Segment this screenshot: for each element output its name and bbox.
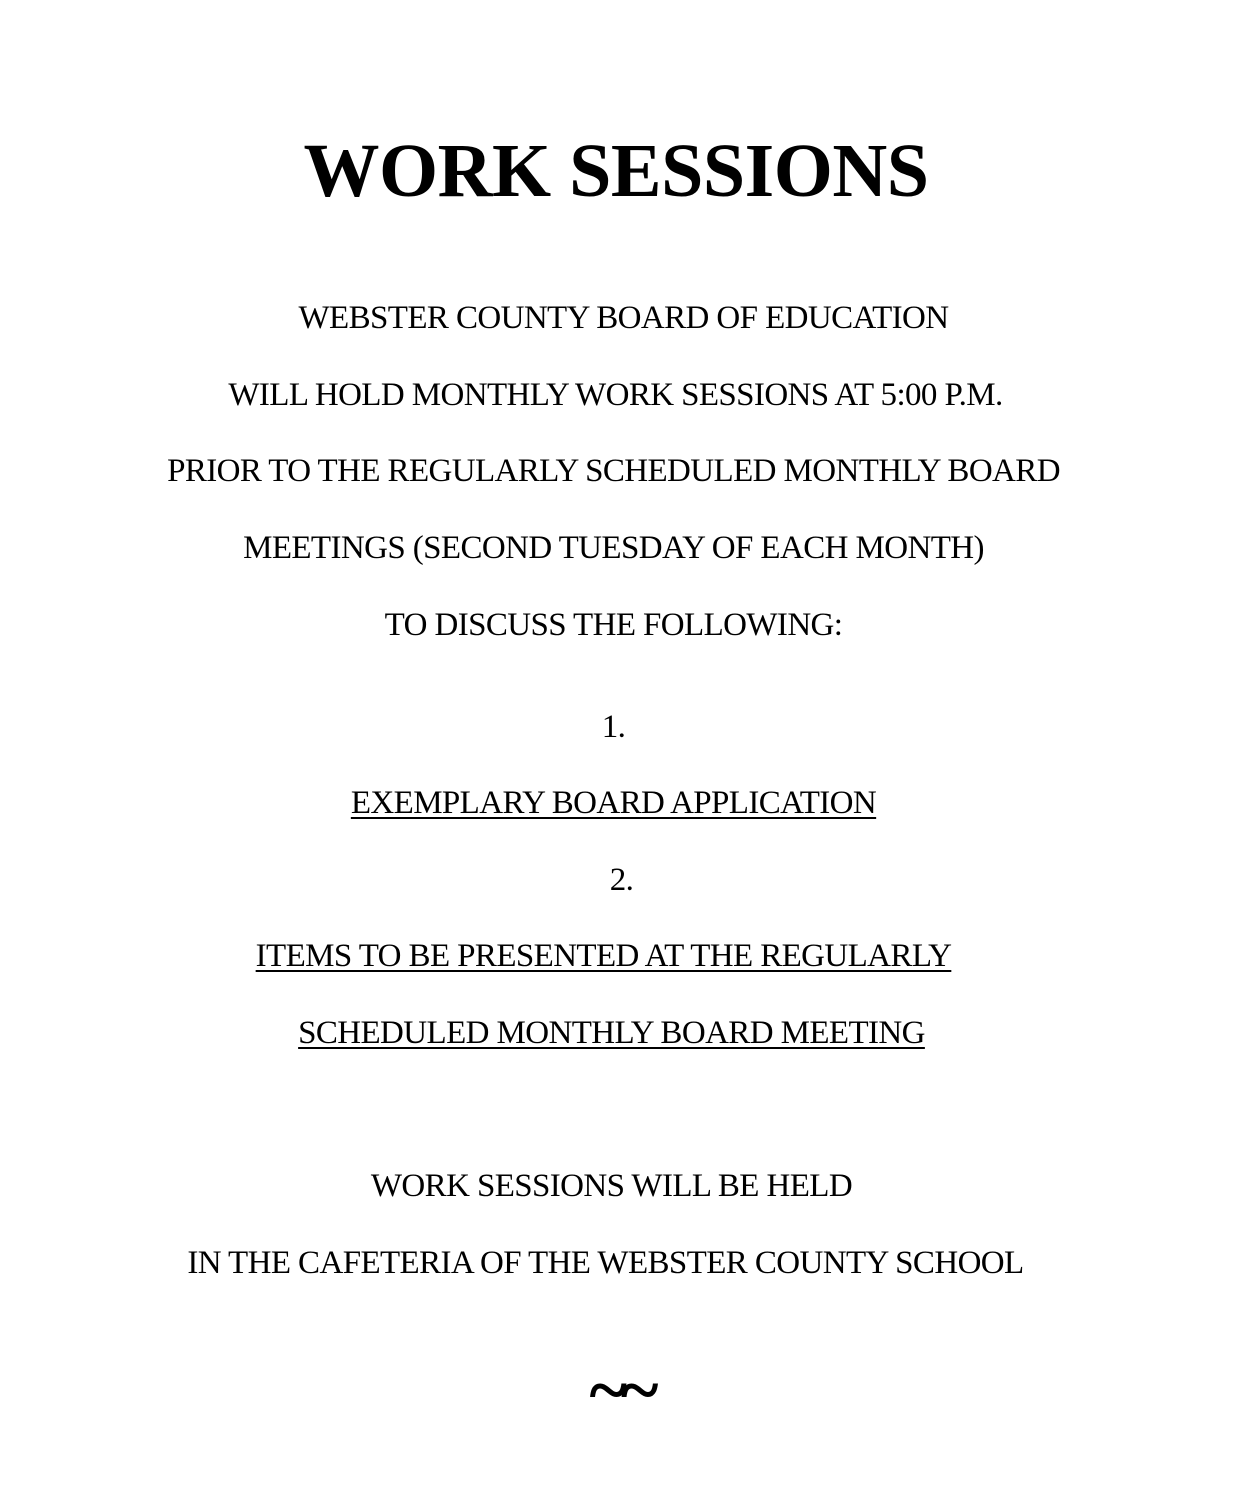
intro-line-time: WILL HOLD MONTHLY WORK SESSIONS AT 5:00 P.M. [228, 377, 1003, 413]
list-item-1-text [0, 783, 1239, 823]
list-item-number-1: 1. [601, 709, 626, 745]
intro-line-prior: PRIOR TO THE REGULARLY SCHEDULED MONTHLY BOARD [167, 453, 1060, 489]
intro-line-organization: WEBSTER COUNTY BOARD OF EDUCATION [298, 300, 949, 336]
intro-line-discuss: TO DISCUSS THE FOLLOWING: [384, 607, 843, 643]
list-item-2-text-line-2 [0, 1013, 1237, 1053]
list-item-2-label-line-1: ITEMS TO BE PRESENTED AT THE REGULARLY [255, 938, 952, 974]
page-title: WORK SESSIONS [303, 129, 929, 213]
location-line-held: WORK SESSIONS WILL BE HELD [370, 1168, 853, 1204]
list-item-2-text-line-1 [0, 936, 1229, 976]
tilde-ornament-icon: ~~ [589, 1350, 653, 1430]
intro-line-meetings: MEETINGS (SECOND TUESDAY OF EACH MONTH) [243, 530, 984, 566]
list-item-number-2: 2. [609, 862, 634, 898]
location-line-cafeteria: IN THE CAFETERIA OF THE WEBSTER COUNTY SCHOOL [187, 1245, 1024, 1281]
list-item-1-label: EXEMPLARY BOARD APPLICATION [350, 785, 877, 821]
list-item-2-label-line-2: SCHEDULED MONTHLY BOARD MEETING [298, 1015, 925, 1051]
